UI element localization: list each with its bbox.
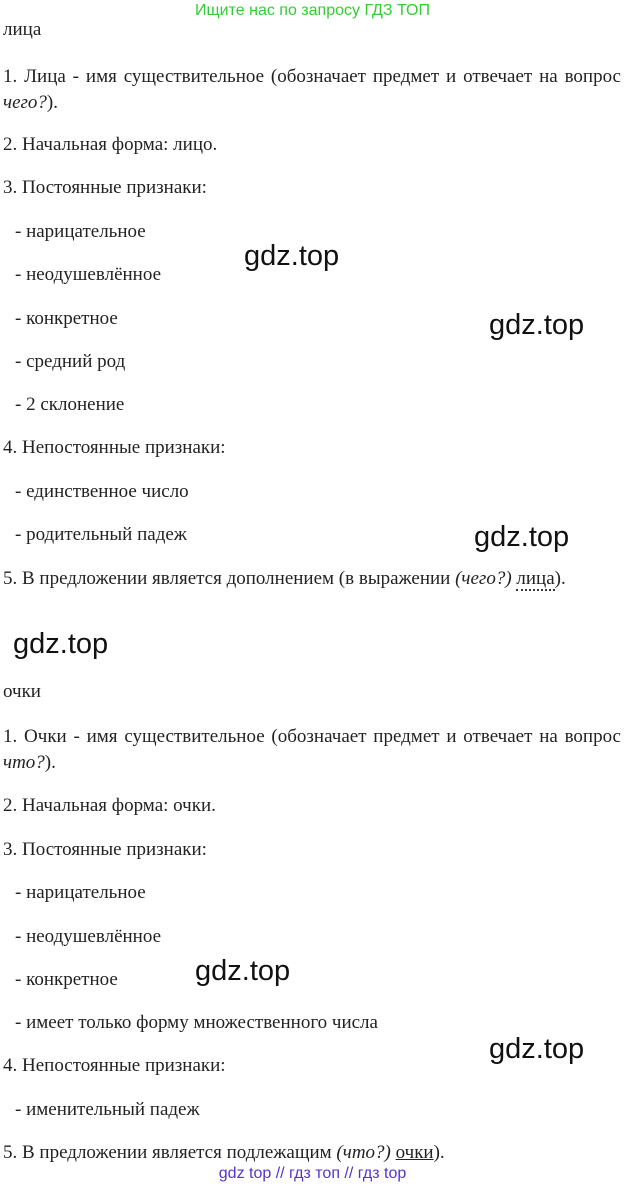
feature-item: - именительный падеж: [15, 1099, 200, 1120]
feature-item: - средний род: [15, 351, 126, 372]
variable-features-heading: 4. Непостоянные признаки:: [3, 437, 226, 458]
text: 5. В предложении является подлежащим: [3, 1142, 337, 1163]
paragraph-syntax-role: [3, 566, 621, 592]
feature-item: - 2 склонение: [15, 394, 125, 415]
feature-item: - имеет только форму множественного числа: [15, 1012, 378, 1033]
text: ).: [433, 1142, 445, 1163]
feature-item: - конкретное: [15, 969, 118, 990]
text: 1. Лица - имя существительное (обозначает предмет и отвечает на вопрос: [3, 66, 621, 87]
paragraph-part-of-speech: [3, 64, 621, 116]
watermark: gdz.top: [489, 309, 585, 341]
question-text: что?: [3, 752, 45, 773]
word-heading-lica: лица: [3, 19, 42, 40]
underlined-word: очки: [395, 1142, 434, 1163]
footer-links[interactable]: gdz top // гдз топ // гдз top: [218, 1165, 407, 1182]
watermark: gdz.top: [13, 628, 109, 660]
feature-item: - родительный падеж: [15, 524, 187, 545]
paragraph-part-of-speech: [3, 724, 621, 776]
constant-features-heading: 3. Постоянные признаки:: [3, 177, 207, 198]
question-text: чего?: [3, 92, 47, 113]
feature-item: - неодушевлённое: [15, 926, 161, 947]
feature-item: - неодушевлённое: [15, 264, 161, 285]
constant-features-heading: 3. Постоянные признаки:: [3, 839, 207, 860]
feature-item: - нарицательное: [15, 221, 146, 242]
text: 1. Очки - имя существительное (обозначает предмет и отвечает на вопрос: [3, 726, 621, 747]
watermark: gdz.top: [489, 1033, 585, 1065]
text: ).: [554, 568, 566, 589]
underlined-word: лица: [516, 568, 555, 589]
initial-form: 2. Начальная форма: лицо.: [3, 134, 218, 155]
text: 5. В предложении является дополнением (в выражении: [3, 568, 456, 589]
watermark: gdz.top: [244, 240, 340, 272]
watermark: gdz.top: [474, 521, 570, 553]
question-text: (чего?): [455, 568, 512, 589]
feature-item: - конкретное: [15, 308, 118, 329]
search-banner[interactable]: Ищите нас по запросу ГДЗ ТОП: [195, 2, 430, 19]
paragraph-syntax-role: [3, 1141, 445, 1165]
text: ).: [44, 752, 56, 773]
variable-features-heading: 4. Непостоянные признаки:: [3, 1055, 226, 1076]
question-text: (что?): [336, 1142, 391, 1163]
initial-form: 2. Начальная форма: очки.: [3, 795, 216, 816]
text: ).: [46, 92, 58, 113]
feature-item: - единственное число: [15, 481, 189, 502]
watermark: gdz.top: [195, 955, 291, 987]
word-heading-ochki: очки: [3, 681, 41, 702]
feature-item: - нарицательное: [15, 882, 146, 903]
